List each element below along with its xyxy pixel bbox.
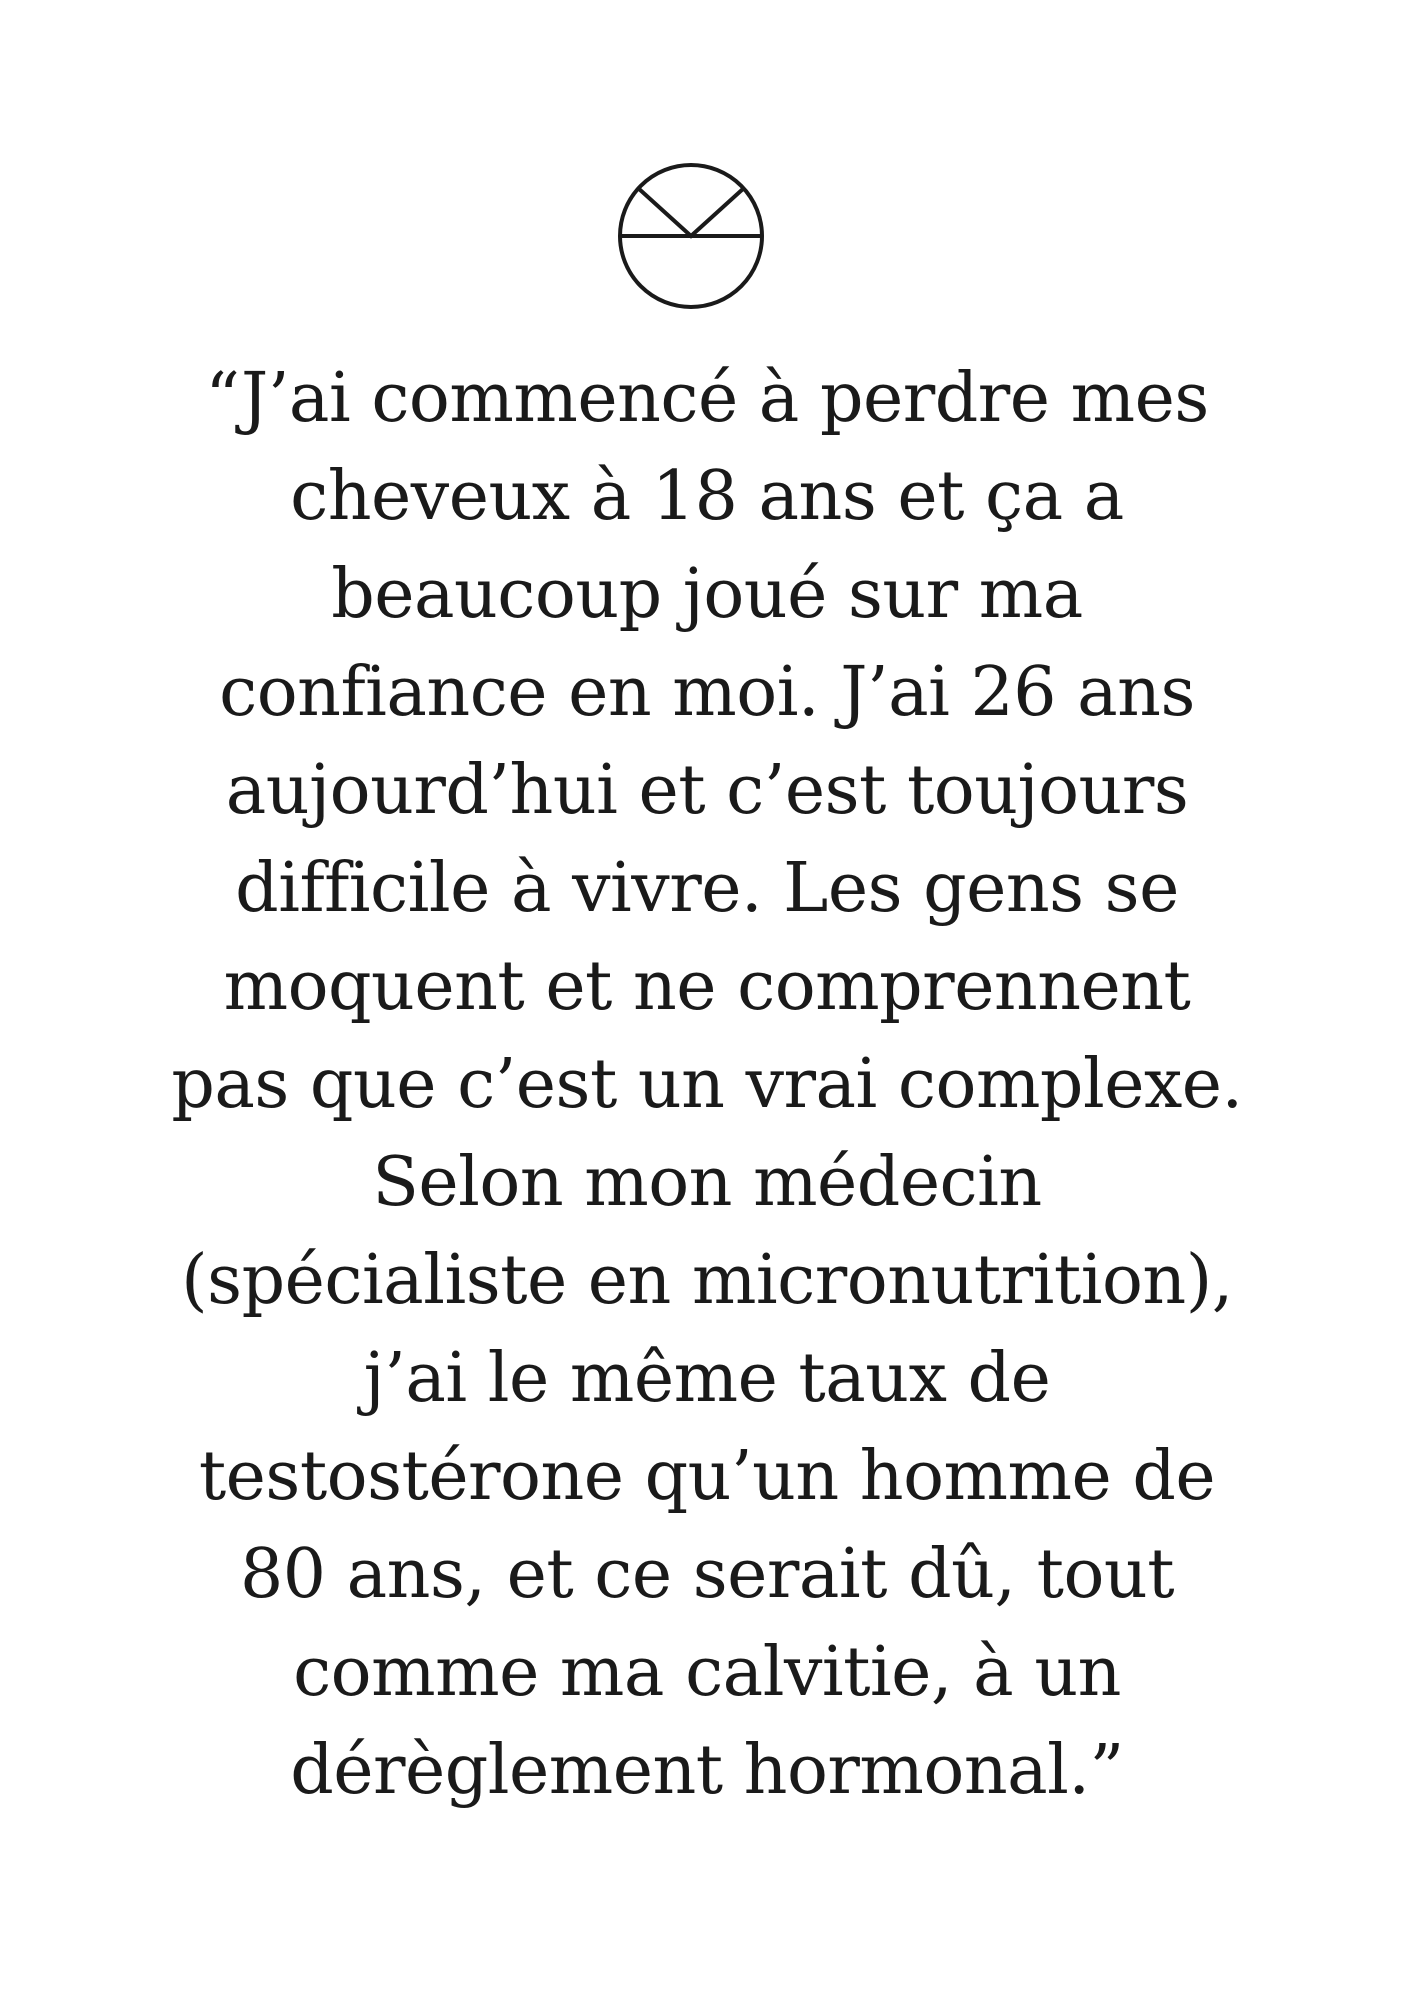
- brand-logo-icon: [616, 161, 766, 311]
- quote-line: 80 ans, et ce serait dû, tout: [239, 1535, 1175, 1614]
- quote-line: cheveux à 18 ans et ça a: [290, 457, 1124, 536]
- quote-line: pas que c’est un vrai complexe.: [171, 1045, 1243, 1124]
- circle-v-logo-icon: [616, 161, 766, 311]
- testimonial-quote: [100, 350, 1314, 1820]
- quote-line: moquent et ne comprennent: [223, 947, 1191, 1026]
- quote-line: Selon mon médecin: [372, 1143, 1042, 1222]
- quote-line: comme ma calvitie, à un: [293, 1633, 1121, 1712]
- quote-line: testostérone qu’un homme de: [198, 1437, 1216, 1516]
- quote-line: difficile à vivre. Les gens se: [235, 849, 1179, 928]
- quote-line: dérèglement hormonal.”: [290, 1731, 1124, 1810]
- quote-line: “J’ai commencé à perdre mes: [205, 359, 1209, 438]
- quote-line: j’ai le même taux de: [363, 1339, 1051, 1418]
- quote-line: beaucoup joué sur ma: [331, 555, 1083, 634]
- quote-line: confiance en moi. J’ai 26 ans: [219, 653, 1195, 732]
- quote-line: aujourd’hui et c’est toujours: [225, 751, 1189, 830]
- quote-line: (spécialiste en micronutrition),: [181, 1241, 1233, 1320]
